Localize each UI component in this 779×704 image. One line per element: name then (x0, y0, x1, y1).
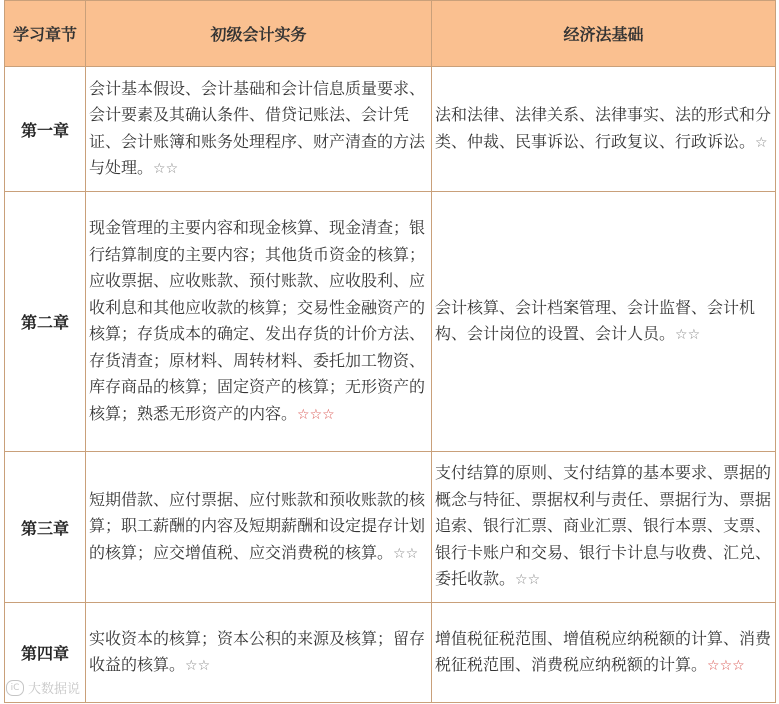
law-cell (432, 452, 776, 603)
law-text: 增值税征税范围、增值税应纳税额的计算、消费税征税范围、消费税应纳税额的计算。 (435, 628, 772, 674)
watermark-logo-icon: iC (6, 680, 24, 696)
table-row (5, 67, 776, 192)
accounting-text: 实收资本的核算；资本公积的来源及核算；留存收益的核算。 (89, 628, 426, 674)
accounting-cell (86, 603, 432, 703)
law-text: 会计核算、会计档案管理、会计监督、会计机构、会计岗位的设置、会计人员。 (435, 297, 756, 343)
star-rating: ☆☆ (153, 161, 179, 177)
star-rating: ☆ (755, 134, 768, 151)
header-law: 经济法基础 (432, 1, 776, 67)
accounting-text: 短期借款、应付票据、应付账款和预收账款的核算；职工薪酬的内容及短期薪酬和设定提存计划的核算；应交增值税、应交消费税的核算。 (89, 489, 426, 562)
header-accounting: 初级会计实务 (86, 1, 432, 67)
law-text: 法和法律、法律关系、法律事实、法的形式和分类、仲裁、民事诉讼、行政复议、行政诉讼。 (435, 105, 772, 151)
star-rating: ☆☆ (393, 545, 419, 562)
watermark-text: 大数据说 (28, 682, 81, 697)
accounting-cell (86, 67, 432, 192)
star-rating: ☆☆ (185, 658, 211, 674)
law-text: 支付结算的原则、支付结算的基本要求、票据的概念与特征、票据权利与责任、票据行为、票据追索、银行汇票、商业汇票、银行本票、支票、银行卡账户和交易、银行卡计息与收费、汇兑、委托收款。 (435, 463, 772, 589)
chapter-cell: 第四章 (5, 603, 86, 703)
table-row (5, 192, 776, 452)
chapter-cell: 第一章 (5, 67, 86, 192)
law-cell (432, 603, 776, 703)
accounting-text: 会计基本假设、会计基础和会计信息质量要求、会计要素及其确认条件、借贷记账法、会计凭证、会计账簿和账务处理程序、财产清查的方法与处理。 (89, 78, 426, 177)
table-header-row (5, 1, 776, 67)
study-plan-table (4, 0, 776, 703)
accounting-cell (86, 452, 432, 603)
star-rating: ☆☆☆ (707, 658, 745, 674)
star-rating: ☆☆ (515, 572, 541, 589)
star-rating: ☆☆ (675, 327, 701, 343)
table-row (5, 603, 776, 703)
chapter-cell: 第二章 (5, 192, 86, 452)
accounting-cell (86, 192, 432, 452)
accounting-text: 现金管理的主要内容和现金核算、现金清查；银行结算制度的主要内容；其他货币资金的核算；应收票据、应收账款、预付账款、应收股利、应收利息和其他应收款的核算；交易性金融资产的核算；存货成本的确定、发出存货的计价方法、存货清查；原材料、周转材料、委托加工物资、库存商品的核算；固定资产的核算；无形资产的核算；熟悉无形资产的内容。 (89, 218, 426, 423)
watermark (6, 678, 80, 697)
header-chapter: 学习章节 (5, 1, 86, 67)
star-rating: ☆☆☆ (297, 406, 335, 423)
law-cell (432, 192, 776, 452)
chapter-cell: 第三章 (5, 452, 86, 603)
law-cell (432, 67, 776, 192)
table-row (5, 452, 776, 603)
